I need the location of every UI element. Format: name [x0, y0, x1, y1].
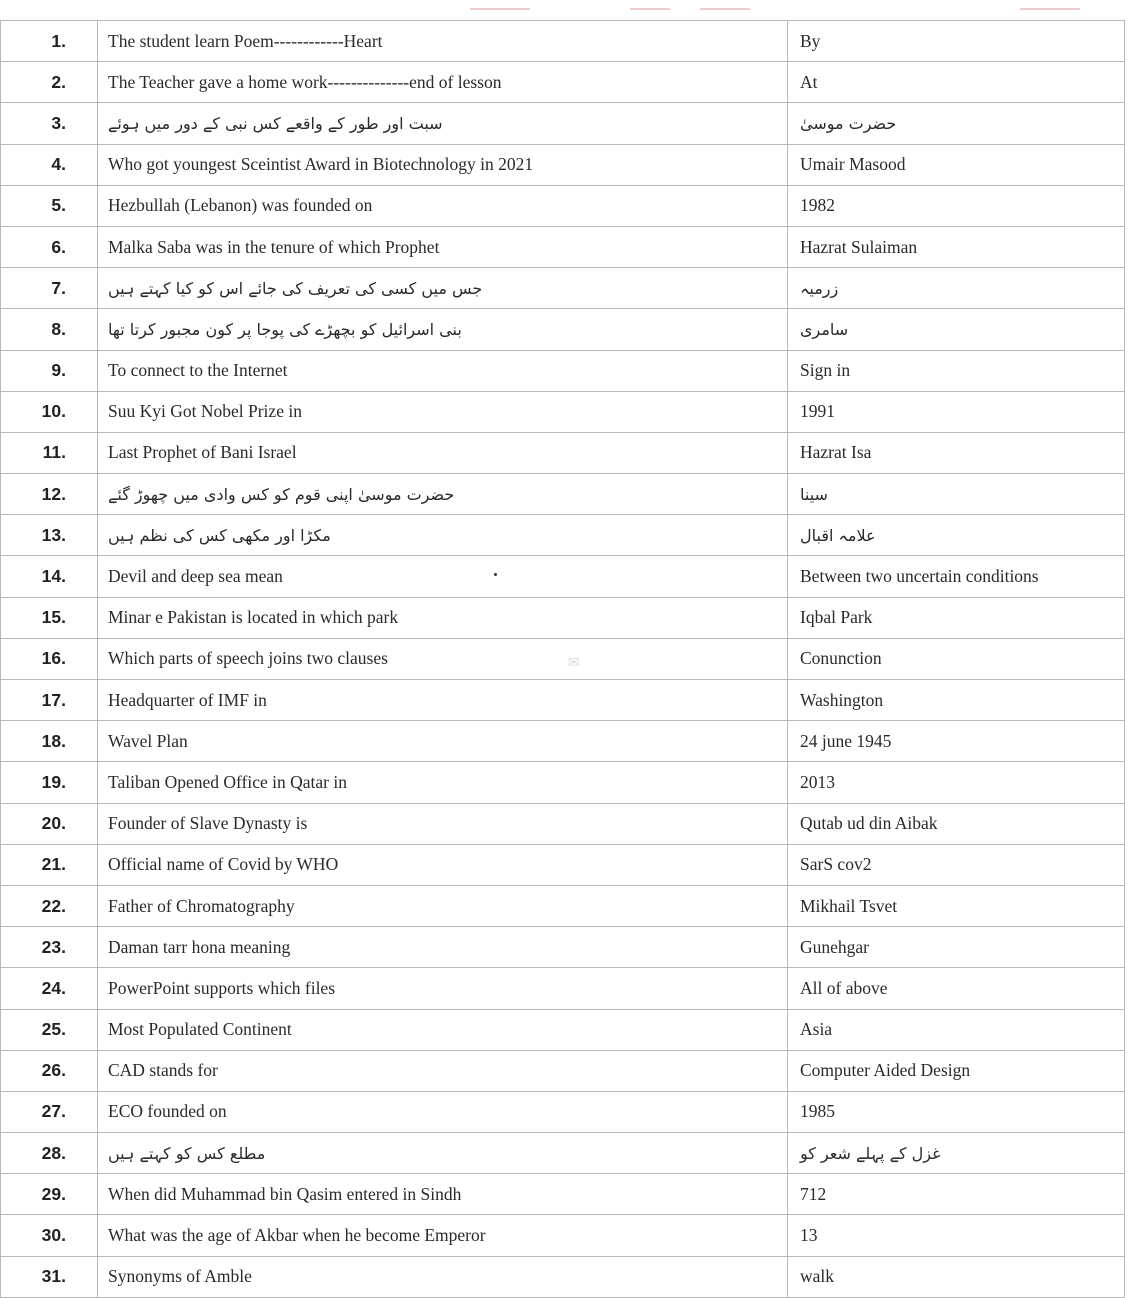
question-number: 17.	[1, 680, 98, 721]
question-number: 3.	[1, 103, 98, 144]
answer-text: 712	[800, 1183, 827, 1204]
table-row	[1, 268, 1125, 309]
question-text: Taliban Opened Office in Qatar in	[108, 771, 347, 792]
question-number: 7.	[1, 268, 98, 309]
table-row	[1, 638, 1125, 679]
question-number: 27.	[1, 1091, 98, 1132]
question-text: CAD stands for	[108, 1060, 218, 1081]
table-row	[1, 21, 1125, 62]
question-text: مطلع کس کو کہتے ہیں	[108, 1143, 266, 1163]
answer-cell	[788, 474, 1125, 515]
question-number: 11.	[1, 432, 98, 473]
table-row	[1, 515, 1125, 556]
answer-cell	[788, 515, 1125, 556]
answer-text: Mikhail Tsvet	[800, 895, 898, 916]
question-text: PowerPoint supports which files	[108, 977, 336, 998]
question-number: 26.	[1, 1050, 98, 1091]
question-text: Most Populated Continent	[108, 1019, 292, 1040]
question-text: سبت اور طور کے واقعے کس نبی کے دور میں ہوئے	[108, 113, 443, 133]
answer-text: 1985	[800, 1101, 835, 1122]
answer-cell	[788, 62, 1125, 103]
question-text: Daman tarr hona meaning	[108, 936, 291, 957]
table-row	[1, 103, 1125, 144]
question-number: 5.	[1, 185, 98, 226]
answer-cell	[788, 144, 1125, 185]
answer-cell	[788, 1215, 1125, 1256]
answer-cell	[788, 1174, 1125, 1215]
answer-text: 1982	[800, 195, 835, 216]
table-row	[1, 597, 1125, 638]
answer-text: Between two uncertain conditions	[800, 566, 1039, 587]
question-number: 14.	[1, 556, 98, 597]
answer-text: 2013	[800, 771, 835, 792]
question-text: بنی اسرائیل کو بچھڑے کی پوجا پر کون مجبور کرتا تھا	[108, 319, 462, 339]
table-row	[1, 309, 1125, 350]
table-row	[1, 144, 1125, 185]
answer-cell	[788, 803, 1125, 844]
answer-text: Hazrat Sulaiman	[800, 236, 918, 257]
question-cell	[98, 62, 788, 103]
answer-text: All of above	[800, 977, 888, 998]
table-row	[1, 350, 1125, 391]
answer-cell	[788, 103, 1125, 144]
question-text: Hezbullah (Lebanon) was founded on	[108, 195, 373, 216]
question-cell	[98, 1133, 788, 1174]
question-number: 28.	[1, 1133, 98, 1174]
answer-cell	[788, 885, 1125, 926]
question-number: 24.	[1, 968, 98, 1009]
answer-cell	[788, 1050, 1125, 1091]
answer-cell	[788, 762, 1125, 803]
table-row	[1, 556, 1125, 597]
table-row	[1, 226, 1125, 267]
question-text: Official name of Covid by WHO	[108, 854, 339, 875]
answer-cell	[788, 968, 1125, 1009]
table-row	[1, 185, 1125, 226]
table-row	[1, 1091, 1125, 1132]
answer-text: غزل کے پہلے شعر کو	[800, 1143, 941, 1163]
table-row	[1, 680, 1125, 721]
question-cell	[98, 1215, 788, 1256]
question-cell	[98, 515, 788, 556]
question-cell	[98, 185, 788, 226]
question-cell	[98, 103, 788, 144]
answer-text: سامری	[800, 319, 849, 339]
top-scan-marks	[0, 6, 1132, 12]
question-cell	[98, 885, 788, 926]
table-row	[1, 1215, 1125, 1256]
answer-text: walk	[800, 1266, 835, 1287]
question-number: 10.	[1, 391, 98, 432]
question-number: 15.	[1, 597, 98, 638]
question-cell	[98, 803, 788, 844]
question-number: 20.	[1, 803, 98, 844]
answer-text: By	[800, 30, 821, 51]
question-number: 16.	[1, 638, 98, 679]
question-cell	[98, 597, 788, 638]
question-cell	[98, 309, 788, 350]
question-cell	[98, 680, 788, 721]
question-text: Father of Chromatography	[108, 895, 295, 916]
question-text: مکڑا اور مکھی کس کی نظم ہیں	[108, 525, 331, 545]
question-number: 25.	[1, 1009, 98, 1050]
answer-cell	[788, 927, 1125, 968]
table-row	[1, 62, 1125, 103]
watermark-icon: ✉	[568, 655, 580, 671]
answer-text: At	[800, 71, 818, 92]
table-row	[1, 762, 1125, 803]
table-row	[1, 1050, 1125, 1091]
question-cell	[98, 1256, 788, 1297]
answer-text: Conunction	[800, 648, 882, 669]
question-number: 31.	[1, 1256, 98, 1297]
question-cell	[98, 1091, 788, 1132]
table-row	[1, 885, 1125, 926]
answer-cell	[788, 226, 1125, 267]
question-text: Synonyms of Amble	[108, 1266, 252, 1287]
answer-cell	[788, 1009, 1125, 1050]
question-text: Wavel Plan	[108, 730, 188, 751]
answer-text: Washington	[800, 689, 884, 710]
question-cell	[98, 268, 788, 309]
answer-cell	[788, 680, 1125, 721]
question-cell	[98, 638, 788, 679]
answer-cell	[788, 1133, 1125, 1174]
table-row	[1, 721, 1125, 762]
answer-cell	[788, 268, 1125, 309]
answer-text: Umair Masood	[800, 154, 906, 175]
answer-cell	[788, 844, 1125, 885]
answer-text: Computer Aided Design	[800, 1060, 971, 1081]
question-text: What was the age of Akbar when he become Emperor	[108, 1225, 486, 1246]
question-number: 30.	[1, 1215, 98, 1256]
question-text: When did Muhammad bin Qasim entered in Sindh	[108, 1183, 462, 1204]
answer-cell	[788, 597, 1125, 638]
table-row	[1, 432, 1125, 473]
question-cell	[98, 350, 788, 391]
answer-cell	[788, 638, 1125, 679]
table-row	[1, 474, 1125, 515]
question-cell	[98, 721, 788, 762]
question-number: 21.	[1, 844, 98, 885]
answer-text: SarS cov2	[800, 854, 872, 875]
question-text: حضرت موسیٰ اپنی قوم کو کس وادی میں چھوڑ گئے	[108, 484, 455, 504]
answer-cell	[788, 391, 1125, 432]
question-text: Who got youngest Sceintist Award in Biotechnology in 2021	[108, 154, 534, 175]
question-number: 22.	[1, 885, 98, 926]
answer-cell	[788, 721, 1125, 762]
answer-cell	[788, 556, 1125, 597]
question-cell	[98, 391, 788, 432]
question-cell	[98, 844, 788, 885]
question-cell	[98, 1174, 788, 1215]
question-number: 29.	[1, 1174, 98, 1215]
question-cell	[98, 556, 788, 597]
question-number: 18.	[1, 721, 98, 762]
answer-text: Qutab ud din Aibak	[800, 813, 938, 834]
question-number: 8.	[1, 309, 98, 350]
question-text: ECO founded on	[108, 1101, 227, 1122]
question-text: Headquarter of IMF in	[108, 689, 267, 710]
question-text: جس میں کسی کی تعریف کی جائے اس کو کیا کہتے ہیں	[108, 278, 483, 298]
table-row	[1, 803, 1125, 844]
question-number: 12.	[1, 474, 98, 515]
question-cell	[98, 21, 788, 62]
question-text: Suu Kyi Got Nobel Prize in	[108, 401, 302, 422]
question-text: To connect to the Internet	[108, 360, 288, 381]
answer-text: سینا	[800, 484, 828, 504]
table-row	[1, 1133, 1125, 1174]
table-row	[1, 1174, 1125, 1215]
answer-text: زرمیہ	[800, 278, 839, 298]
question-cell	[98, 927, 788, 968]
question-text: Devil and deep sea mean	[108, 566, 283, 587]
table-row	[1, 391, 1125, 432]
answer-text: حضرت موسیٰ	[800, 113, 897, 133]
question-cell	[98, 1009, 788, 1050]
answer-cell	[788, 185, 1125, 226]
question-cell	[98, 226, 788, 267]
question-text: Founder of Slave Dynasty is	[108, 813, 308, 834]
question-number: 19.	[1, 762, 98, 803]
question-number: 2.	[1, 62, 98, 103]
question-number: 4.	[1, 144, 98, 185]
question-cell	[98, 474, 788, 515]
answer-cell	[788, 309, 1125, 350]
answer-text: Hazrat Isa	[800, 442, 872, 463]
table-row	[1, 1009, 1125, 1050]
answer-text: 13	[800, 1225, 818, 1246]
question-number: 1.	[1, 21, 98, 62]
question-text: The student learn Poem------------Heart	[108, 30, 383, 51]
answer-text: 1991	[800, 401, 835, 422]
question-text: Minar e Pakistan is located in which park	[108, 607, 399, 628]
answer-text: علامہ اقبال	[800, 525, 876, 545]
answer-cell	[788, 1091, 1125, 1132]
table-row	[1, 968, 1125, 1009]
question-text: Malka Saba was in the tenure of which Prophet	[108, 236, 440, 257]
answer-text: 24 june 1945	[800, 730, 892, 751]
answer-text: Gunehgar	[800, 936, 870, 957]
question-cell	[98, 144, 788, 185]
scan-dot	[494, 573, 497, 576]
question-cell	[98, 762, 788, 803]
question-text: Which parts of speech joins two clauses	[108, 648, 388, 669]
answer-text: Sign in	[800, 360, 851, 381]
question-number: 6.	[1, 226, 98, 267]
answer-cell	[788, 1256, 1125, 1297]
answer-text: Asia	[800, 1019, 833, 1040]
question-number: 13.	[1, 515, 98, 556]
question-cell	[98, 1050, 788, 1091]
answer-cell	[788, 21, 1125, 62]
qa-table	[0, 20, 1125, 1298]
answer-cell	[788, 350, 1125, 391]
table-row	[1, 927, 1125, 968]
question-text: Last Prophet of Bani Israel	[108, 442, 297, 463]
table-row	[1, 1256, 1125, 1297]
question-cell	[98, 968, 788, 1009]
question-cell	[98, 432, 788, 473]
answer-cell	[788, 432, 1125, 473]
question-number: 9.	[1, 350, 98, 391]
answer-text: Iqbal Park	[800, 607, 873, 628]
question-text: The Teacher gave a home work--------------end of lesson	[108, 71, 502, 92]
qa-table-body	[1, 21, 1125, 1298]
table-row	[1, 844, 1125, 885]
question-number: 23.	[1, 927, 98, 968]
